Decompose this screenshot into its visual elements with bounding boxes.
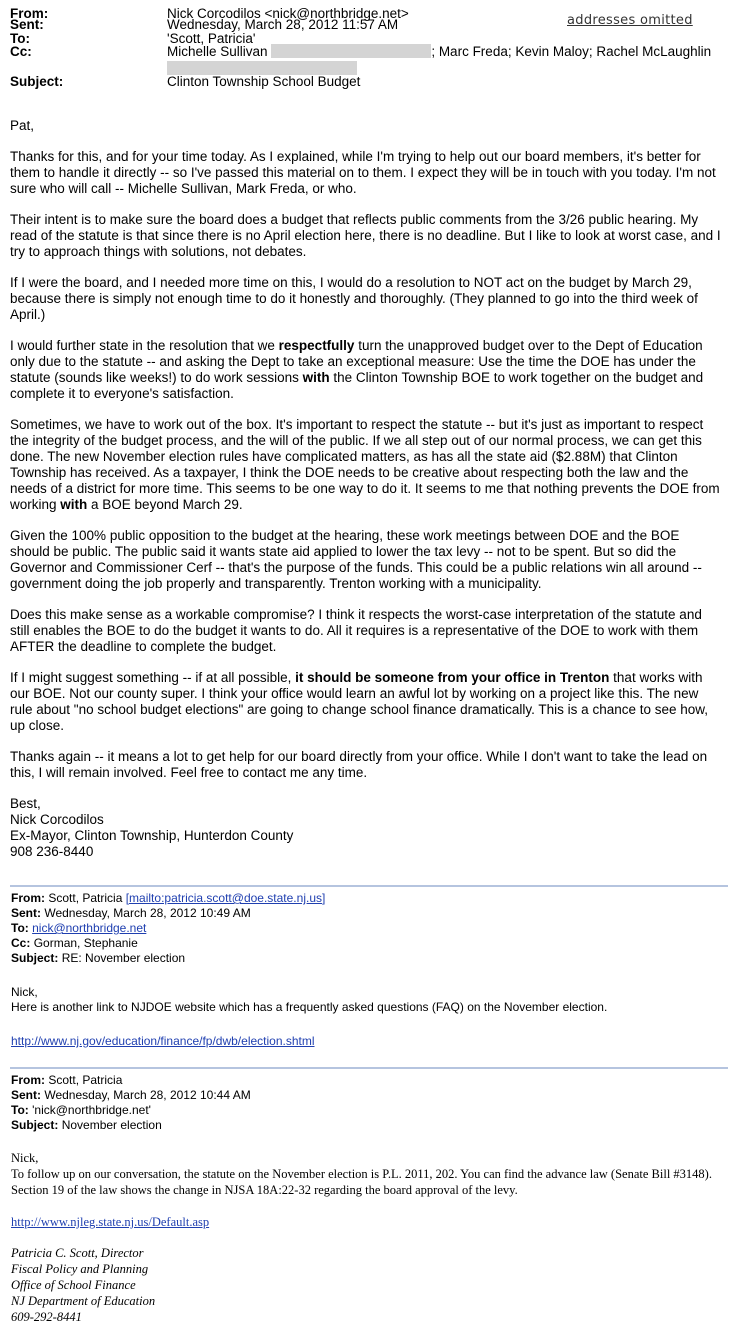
reply2-subject-label: Subject: [11,1118,59,1132]
reply2-link-row [11,1214,729,1230]
reply2-subject-value: November election [61,1118,162,1132]
to-label: To: [10,31,30,46]
subject-label: Subject: [10,74,64,89]
reply2-subject-row [11,1118,726,1133]
reply-2-header [11,1073,726,1133]
to-row [10,31,730,44]
reply1-to-link[interactable]: nick@northbridge.net [32,921,147,935]
p4-text-a: I would further state in the resolution that we [10,338,279,353]
reply2-sig-phone: 609-292-8441 [11,1310,82,1324]
subject-row [10,74,730,90]
p4-bold-2: with [302,370,330,385]
reply2-sig-dept: Fiscal Policy and Planning [11,1262,149,1276]
reply2-njleg-link[interactable]: http://www.njleg.state.nj.us/Default.asp [11,1215,210,1229]
paragraph-8 [10,670,722,734]
paragraph-9: Thanks again -- it means a lot to get help for our board directly from your office. While I don't want to take the lead on this, I will remain involved. Feel free to contact me any time. [10,749,708,780]
sent-value: Wednesday, March 28, 2012 11:57 AM [167,17,399,32]
reply2-sig-office: Office of School Finance [11,1278,136,1292]
main-email-body [10,118,722,860]
reply2-greeting: Nick, [11,1151,39,1165]
reply1-from-label: From: [11,891,45,905]
reply2-to-row [11,1103,726,1118]
reply1-to-label: To: [11,921,29,935]
reply1-body: Here is another link to NJDOE website which has a frequently asked questions (FAQ) on the November election. [11,1000,608,1014]
p8-bold: it should be someone from your office in Trenton [295,670,610,685]
reply-1 [11,891,726,1049]
reply1-to-row [11,921,726,936]
reply2-sent-value: Wednesday, March 28, 2012 10:44 AM [44,1088,251,1102]
p4-text-b: turn the unapproved budget over to the Dept of Education only due to the statute -- and asking the Dept to take an exceptional measure: Use the time the DOE has under the statute (sounds like weeks!) to do work sessions [10,338,703,385]
reply2-sent-row [11,1088,726,1103]
reply1-mailto-link[interactable]: [mailto:patricia.scott@doe.state.nj.us] [125,891,326,905]
redaction-box [271,44,431,58]
divider-2 [10,1067,728,1069]
paragraph-1: Thanks for this, and for your time today. As I explained, while I'm trying to help out our board members, it's better for them to handle it directly -- so I've passed this material on to them. I expect they will be in touch with you today. I'm not sure who will call -- Michelle Sullivan, Mark Freda, or who. [10,149,716,196]
reply2-sig-name: Patricia C. Scott, Director [11,1246,144,1260]
cc-value-rest: ; Marc Freda; Kevin Maloy; Rachel McLaughlin [431,44,712,59]
reply1-sent-value: Wednesday, March 28, 2012 10:49 AM [44,906,251,920]
p5-text-a: Sometimes, we have to work out of the box. It's important to respect the statute -- but it's just as important to respect the integrity of the budget process, and the will of the public. If we all step out of our normal process, we can get this done. The new November election rules have complicated matters, as has all the state aid ($2.88M) that Clinton Township has received. As a taxpayer, I think the DOE needs to be creative about respecting both the law and the needs of a district for more time. This seems to be one way to do it. It seems to me that nothing prevents the DOE from working [10,417,720,512]
reply2-body: To follow up on our conversation, the statute on the November election is P.L. 2011, 202. You can find the advance law (Senate Bill #3148). Section 19 of the law shows the change in NJSA 18A:22-32 regarding the board approval of the levy. [11,1167,712,1197]
reply1-sent-row [11,906,726,921]
paragraph-2: Their intent is to make sure the board does a budget that reflects public comments from the 3/26 public hearing. My read of the statute is that since there is no April election here, there is no deadline. But I like to look at worst case, and I try to approach things with solutions, not debates. [10,212,721,259]
reply1-sent-label: Sent: [11,906,41,920]
addresses-omitted-note: addresses omitted [567,13,693,28]
reply1-cc-row [11,936,726,951]
p8-text-a: If I might suggest something -- if at all possible, [10,670,296,685]
p5-bold: with [60,497,88,512]
from-value: Nick Corcodilos <nick@northbridge.net> [167,6,409,21]
reply2-sig-agency: NJ Department of Education [11,1294,156,1308]
reply1-subject-label: Subject: [11,951,59,965]
paragraph-6: Given the 100% public opposition to the budget at the hearing, these work meetings between DOE and the BOE should be public. The public said it wants state aid applied to lower the tax levy -- not to be spent. But so did the Governor and Commissioner Cerf -- that's the purpose of the funds. This could be a public relations win all around -- government doing the job properly and transparently. Trenton working with a municipality. [10,528,702,591]
divider-1 [10,885,728,887]
p4-bold-1: respectfully [278,338,355,353]
reply1-subject-value: RE: November election [61,951,186,965]
cc-row [10,44,730,74]
subject-value: Clinton Township School Budget [167,74,361,89]
signature-closing: Best, [10,796,41,811]
from-label: From: [10,6,49,21]
reply2-from-row [11,1073,726,1088]
paragraph-5 [10,417,722,513]
reply1-from-value: Scott, Patricia [48,891,123,905]
cc-value [167,44,711,76]
paragraph-4 [10,338,722,402]
p5-text-b: a BOE beyond March 29. [87,497,243,512]
reply1-election-link[interactable]: http://www.nj.gov/education/finance/fp/dwb/election.shtml [11,1034,315,1048]
reply1-cc-label: Cc: [11,936,31,950]
signature-name: Nick Corcodilos [10,812,104,827]
p8-text-b: that works with our BOE. Not our county super. I think your office would learn an awful lot by working on a project like this. The new rule about "no school budget elections" are going to change school finance dramatically. This is a chance to see how, up close. [10,670,709,733]
paragraph-3: If I were the board, and I needed more time on this, I would do a resolution to NOT act on the budget by March 29, because there is simply not enough time to do it honestly and thoroughly. (They planned to go into the third week of April.) [10,275,698,322]
reply1-link-row [11,1034,726,1049]
reply2-from-value: Scott, Patricia [48,1073,123,1087]
reply1-greeting: Nick, [11,985,38,999]
reply1-from-row [11,891,726,906]
reply2-to-value: 'nick@northbridge.net' [32,1103,151,1117]
cc-value-start: Michelle Sullivan [167,44,268,59]
sent-label: Sent: [10,17,44,32]
reply2-sent-label: Sent: [11,1088,41,1102]
p4-text-c: the Clinton Township BOE to work together on the budget and complete it to everyone's satisfaction. [10,370,704,401]
reply1-subject-row [11,951,726,966]
reply1-cc-value: Gorman, Stephanie [33,936,138,950]
signature-phone: 908 236-8440 [10,844,94,859]
reply-2-body [11,1150,729,1325]
reply2-to-label: To: [11,1103,29,1117]
redaction-box-2 [167,61,357,75]
paragraph-7: Does this make sense as a workable compromise? I think it respects the worst-case interpretation of the statute and still enables the BOE to do the budget it wants to do. All it requires is a representative of the DOE to work with them AFTER the deadline to complete the budget. [10,607,702,654]
signature-title: Ex-Mayor, Clinton Township, Hunterdon County [10,828,294,843]
to-value: 'Scott, Patricia' [167,31,256,46]
greeting: Pat, [10,118,35,133]
cc-label: Cc: [10,44,32,59]
reply2-from-label: From: [11,1073,45,1087]
